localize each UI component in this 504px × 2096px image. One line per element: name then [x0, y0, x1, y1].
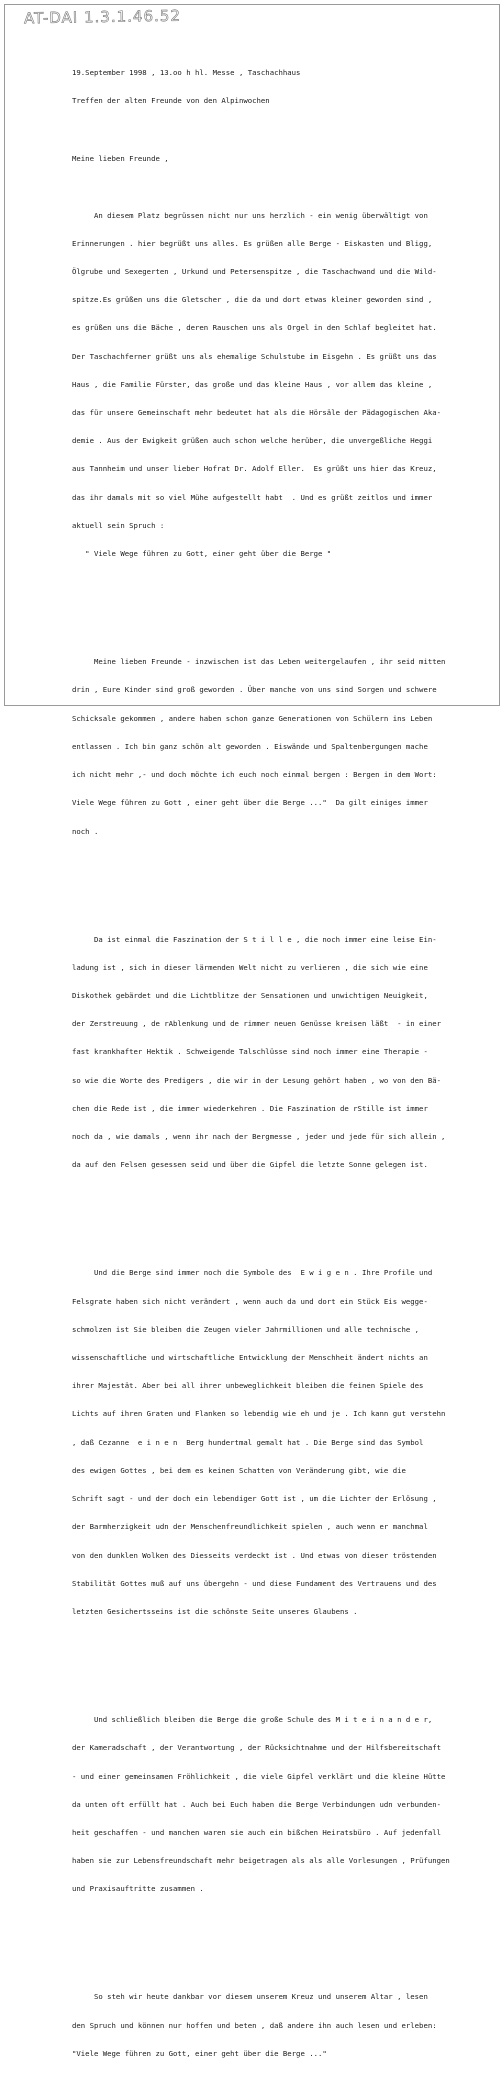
text-line: schmolzen ist Sie bleiben die Zeugen vieler Jahrmillionen und alle technische , [72, 1324, 420, 1334]
text-line: aktuell sein Spruch : [72, 520, 165, 530]
text-line: und Praxisauftritte zusammen . [72, 1884, 204, 1894]
text-line: Da ist einmal die Faszination der S t i l l e , die noch immer eine leise Ein- [72, 934, 437, 944]
text-line: so wie die Worte des Predigers , die wir in der Lesung gehört haben , wo von den Bä- [72, 1075, 442, 1085]
text-line: Der Taschachferner grüßt uns als ehemalige Schulstube im Eisgehn . Es grüßt uns das [72, 351, 437, 361]
text-line: es grüßen uns die Bäche , deren Rauschen uns als Orgel in den Schlaf begleitet hat. [72, 323, 437, 333]
text-line: den Spruch und können nur hoffen und beten , daß andere ihn auch lesen und erleben: [72, 2020, 437, 2030]
text-line: des ewigen Gottes , bei dem es keinen Schatten von Veränderung gibt, wie die [72, 1465, 406, 1475]
text-line: Und die Berge sind immer noch die Symbole des E w i g e n . Ihre Profile und [72, 1268, 433, 1278]
text-line: demie . Aus der Ewigkeit grüßen auch schon welche herüber, die unvergeßliche Heggi [72, 436, 433, 446]
quote-line: " Viele Wege führen zu Gott, einer geht über die Berge " [72, 549, 332, 559]
text-line: Schrift sagt - und der doch ein lebendiger Gott ist , um die Lichter der Erlösung , [72, 1494, 437, 1504]
text-line: noch . [72, 826, 99, 836]
text-line: das für unsere Gemeinschaft mehr bedeutet hat als die Hörsäle der Pädagogischen Aka- [72, 408, 442, 418]
text-line: spitze.Es grüßen uns die Gletscher , die da und dort etwas kleiner geworden sind , [72, 295, 433, 305]
text-line: das ihr damals mit so viel Mühe aufgestellt habt . Und es grüßt zeitlos und immer [72, 492, 433, 502]
text-line: letzten Gesichertsseins ist die schönste Seite unseres Glaubens . [72, 1607, 358, 1616]
text-line: Diskothek gebärdet und die Lichtblitze der Sensationen und unwichtigen Neuigkeit, [72, 991, 428, 1000]
text-line: Viele Wege führen zu Gott , einer geht über die Berge ..." Da gilt einiges immer [72, 798, 428, 808]
text-line: Lichts auf ihren Graten und Flanken so lebendig wie eh und je . Ich kann gut verstehn [72, 1409, 446, 1419]
text-line: - und einer gemeinsamen Fröhlichkeit , die viele Gipfel verklärt und die kleine Hütte [72, 1771, 446, 1781]
text-line: Schicksale gekommen , andere haben schon ganze Generationen von Schülern ins Leben [72, 713, 433, 723]
text-line: der Kameradschaft , der Verantwortung , der Rücksichtnahme und der Hilfsbereitschaft [72, 1743, 442, 1753]
text-line: der Zerstreuung , de rAblenkung und de rimmer neuen Genüsse kreisen läßt - in einer [72, 1019, 442, 1029]
paragraph-life-went-on [72, 638, 496, 854]
text-line: der Barmherzigkeit udn der Menschenfreundlichkeit spielen , auch wenn er manchmal [72, 1522, 428, 1532]
paragraph-togetherness [72, 1696, 496, 1912]
text-line: wissenschaftliche und wirtschaftliche Entwicklung der Menschheit ändert nichts an [72, 1353, 428, 1363]
text-line: noch da , wie damals , wenn ihr nach der Bergmesse , jeder und jede für sich allein , [72, 1132, 446, 1142]
text-line: heit geschaffen - und manchen waren sie auch ein bißchen Heiratsbüro . Auf jedenfall [72, 1827, 442, 1837]
letter-body [72, 49, 496, 2096]
header-date-line: 19.September 1998 , 13.oo h hl. Messe , Taschachhaus [72, 67, 301, 77]
text-line: aus Tannheim und unser lieber Hofrat Dr. Adolf Eller. Es grüßt uns hier das Kreuz, [72, 464, 437, 474]
paragraph-eternal [72, 1250, 496, 1636]
salutation: Meine lieben Freunde , [72, 154, 169, 164]
text-line: So steh wir heute dankbar vor diesem unserem Kreuz und unserem Altar , lesen [72, 1992, 428, 2002]
paragraph-greetings [72, 192, 496, 578]
header-subtitle-line: Treffen der alten Freunde von den Alpinwochen [72, 96, 270, 106]
text-line: Felsgrate haben sich nicht verändert , wenn auch da und dort ein Stück Eis wegge- [72, 1296, 428, 1306]
text-line: An diesem Platz begrüssen nicht nur uns herzlich - ein wenig überwältigt von [72, 210, 428, 220]
quote-line: "Viele Wege führen zu Gott, einer geht über die Berge ..." [72, 2048, 327, 2058]
archive-signature-stamp: AT-DAI 1.3.1.46.52 [23, 6, 182, 28]
text-line: haben sie zur Lebensfreundschaft mehr beigetragen als als alle Vorlesungen , Prüfungen [72, 1856, 450, 1866]
paragraph-stillness [72, 916, 496, 1189]
text-line: Meine lieben Freunde - inzwischen ist das Leben weitergelaufen , ihr seid mitten [72, 657, 446, 667]
text-line: von den dunklen Wolken des Diesseits verdeckt ist . Und etwas von dieser tröstenden [72, 1550, 437, 1560]
text-line: da unten oft erfüllt hat . Auch bei Euch haben die Berge Verbindungen udn verbunden- [72, 1799, 442, 1809]
text-line: Und schließlich bleiben die Berge die große Schule des M i t e i n a n d e r, [72, 1715, 433, 1725]
text-line: da auf den Felsen gesessen seid und über die Gipfel die letzte Sonne gelegen ist. [72, 1160, 428, 1170]
text-line: Haus , die Familie Fürster, das große und das kleine Haus , vor allem das kleine , [72, 379, 433, 389]
text-line: Ölgrube und Sexegerten , Urkund und Petersenspitze , die Taschachwand und die Wild- [72, 266, 437, 276]
text-line: ladung ist , sich in dieser lärmenden Welt nicht zu verlieren , die sich wie eine [72, 962, 428, 972]
text-line: drin , Eure Kinder sind groß geworden . Über manche von uns sind Sorgen und schwere [72, 685, 437, 695]
text-line: , daß Cezanne e i n e n Berg hundertmal gemalt hat . Die Berge sind das Symbol [72, 1437, 424, 1447]
text-line: ihrer Majestät. Aber bei all ihrer unbeweglichkeit bleiben die feinen Spiele des [72, 1381, 424, 1391]
text-line: entlassen . Ich bin ganz schön alt geworden . Eiswände und Spaltenbergungen mache [72, 741, 428, 751]
text-line: fast krankhafter Hektik . Schweigende Talschlüsse sind noch immer eine Therapie - [72, 1047, 428, 1057]
text-line: chen die Rede ist , die immer wiederkehren . Die Faszination de rStille ist immer [72, 1103, 428, 1113]
text-line: Stabilität Gottes muß auf uns übergehn - und diese Fundament des Vertrauens und des [72, 1578, 437, 1588]
paragraph-closing [72, 1974, 496, 2077]
text-line: ich nicht mehr ,- und doch möchte ich euch noch einmal bergen : Bergen in dem Wort: [72, 770, 437, 780]
text-line: Erinnerungen . hier begrüßt uns alles. Es grüßen alle Berge - Eiskasten und Bligg, [72, 238, 433, 248]
